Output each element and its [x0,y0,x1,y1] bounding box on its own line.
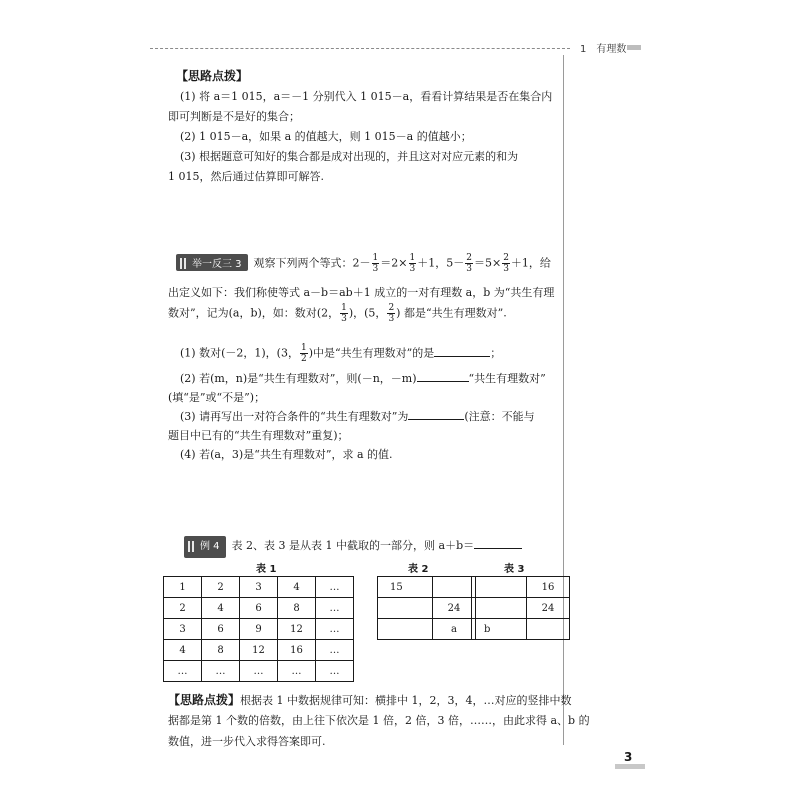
tag-stripes-icon [180,258,188,269]
margin-rule [563,55,564,745]
fraction [372,253,380,274]
question-1 [180,343,501,364]
answer-blank[interactable] [417,369,469,382]
fraction-numerator: 2 [466,253,472,263]
table-cell: 2 [202,577,240,598]
hint1-line-3: (2) 1 015－a，如果 a 的值越大，则 1 015－a 的值越小； [180,130,472,143]
table-row [472,577,570,598]
table-cell: 4 [202,598,240,619]
fraction-denominator: 3 [388,314,395,324]
example-tag-label: 例 4 [200,541,220,552]
table-row [164,577,354,598]
fraction [340,303,348,324]
fraction [502,253,510,274]
hint1-line-1: (1) 将 a＝1 015，a＝－1 分别代入 1 015－a，看看计算结果是否在集合内 [180,90,553,103]
answer-blank[interactable] [434,344,490,357]
fraction-numerator: 2 [503,253,509,263]
hint-title: 【思路点拨】 [168,693,241,707]
question-text: (3) 请再写出一对符合条件的“共生有理数对”为 [180,410,409,423]
fraction-numerator: 2 [388,303,395,313]
fraction [300,343,308,364]
table-cell: 1 [164,577,202,598]
table-row [164,640,354,661]
intro-text: 观察下列两个等式：2－ [253,256,371,270]
fraction [465,253,473,274]
hint-title: 【思路点拨】 [176,69,249,83]
fraction [387,303,395,324]
fraction-numerator: 1 [409,253,416,263]
table-cell: 8 [202,640,240,661]
fraction-denominator: 3 [409,264,416,274]
hint2-line-2: 据都是第 1 个数的倍数，由上往下依次是 1 倍，2 倍，3 倍，……，由此求得 a、b 的 [168,714,590,727]
hint1-line-4: (3) 根据题意可知好的集合都是成对出现的，并且这对对应元素的和为 [180,150,519,163]
exercise3-line-2: 出定义如下：我们称使等式 a－b＝ab＋1 成立的一对有理数 a，b 为“共生有理 [168,286,555,299]
question-text: (1) 数对(－2，1)，(3， [180,346,299,360]
table-cell: … [164,661,202,682]
line3-text: ) 都是“共生有理数对”. [396,306,507,320]
question-2-line-2: (填“是”或“不是”)； [168,391,266,404]
hint2-line-1 [168,690,572,711]
table-cell: 4 [278,577,316,598]
table2 [377,576,476,640]
table3-caption: 表 3 [504,564,525,575]
table-cell: 24 [527,598,570,619]
table-cell: a [433,619,476,640]
table-cell: 6 [202,619,240,640]
table-cell [378,598,433,619]
table-cell: … [202,661,240,682]
table-cell: 6 [240,598,278,619]
table3 [471,576,570,640]
table-cell: … [316,640,354,661]
table-row [378,577,476,598]
example4-statement [184,536,522,558]
table-cell: … [240,661,278,682]
intro-text: ＋1，5－ [417,256,465,270]
table-cell: 3 [164,619,202,640]
table-cell [472,598,527,619]
answer-blank[interactable] [408,407,464,420]
intro-text: ＝2× [380,256,408,270]
fraction-denominator: 3 [466,264,472,274]
fraction-denominator: 3 [341,314,347,324]
question-4: (4) 若(a，3)是“共生有理数对”，求 a 的值. [180,448,393,461]
table1-caption: 表 1 [256,564,277,575]
table-cell: … [316,619,354,640]
page-number: 3 [624,750,633,764]
fraction-denominator: 2 [300,354,307,364]
question-text: “共生有理数对” [468,372,546,385]
tag-stripes-icon [188,541,196,552]
table-cell: … [316,661,354,682]
table-cell: 12 [278,619,316,640]
table1 [163,576,354,682]
pair-text: (2， [316,306,340,320]
table-cell: 4 [164,640,202,661]
example-tag [184,536,226,558]
hint1-line-2: 即可判断是不是好的集合； [168,110,300,123]
fraction-denominator: 3 [503,264,509,274]
table-row [164,619,354,640]
table-row [378,619,476,640]
exercise3-intro [176,253,551,274]
table-cell: … [316,598,354,619]
table-cell: 9 [240,619,278,640]
question-text: ； [490,346,502,360]
table-row [472,598,570,619]
question-text: (2) 若(m，n)是“共生有理数对”，则(－n，－m) [180,372,417,385]
answer-blank[interactable] [474,536,522,549]
table-cell: 16 [527,577,570,598]
exercise3-line-3 [168,303,507,324]
header-decoration-bar [627,45,641,50]
pair-text: )，(5， [348,306,387,320]
table-cell: 12 [240,640,278,661]
table-cell: 8 [278,598,316,619]
table-cell: 2 [164,598,202,619]
table-cell: 16 [278,640,316,661]
table-cell: 3 [240,577,278,598]
fraction-numerator: 1 [300,343,307,353]
table-cell [527,619,570,640]
intro-text: ＝5× [473,256,502,270]
intro-text: ＋1，给 [510,256,551,270]
fraction-denominator: 3 [372,264,379,274]
exercise-tag-label: 举一反三 3 [192,258,242,270]
hint-text: 根据表 1 中数据规律可知：横排中 1，2，3，4，…对应的竖排中数 [240,694,572,707]
table-cell [433,577,476,598]
table-cell: … [316,577,354,598]
question-text: )中是“共生有理数对”的是 [308,346,435,360]
fraction-numerator: 1 [341,303,347,313]
table-cell: 15 [378,577,433,598]
table-row [378,598,476,619]
table-row [164,661,354,682]
question-text: (注意：不能与 [464,410,535,423]
question-3 [180,407,535,427]
table-row [472,619,570,640]
table-cell: b [472,619,527,640]
question-2 [180,369,546,389]
fraction-numerator: 1 [372,253,379,263]
hint2-line-3: 数值，进一步代入求得答案即可. [168,735,326,748]
table-cell [378,619,433,640]
line3-text: 数对”，记为(a，b)，如：数对 [168,306,317,320]
table-cell: 24 [433,598,476,619]
fraction [409,253,417,274]
header-rule [150,48,570,49]
exercise-tag [176,254,248,271]
hint1-line-5: 1 015，然后通过估算即可解答. [168,170,324,183]
table-cell: … [278,661,316,682]
table2-caption: 表 2 [408,564,429,575]
table-row [164,598,354,619]
footer-decoration-bar [615,764,645,769]
running-header-chapter: 1 有理数 [580,44,627,55]
example-text: 表 2、表 3 是从表 1 中截取的一部分，则 a＋b＝ [231,539,475,552]
table-cell [472,577,527,598]
question-3-line-2: 题目中已有的“共生有理数对”重复)； [168,429,349,442]
